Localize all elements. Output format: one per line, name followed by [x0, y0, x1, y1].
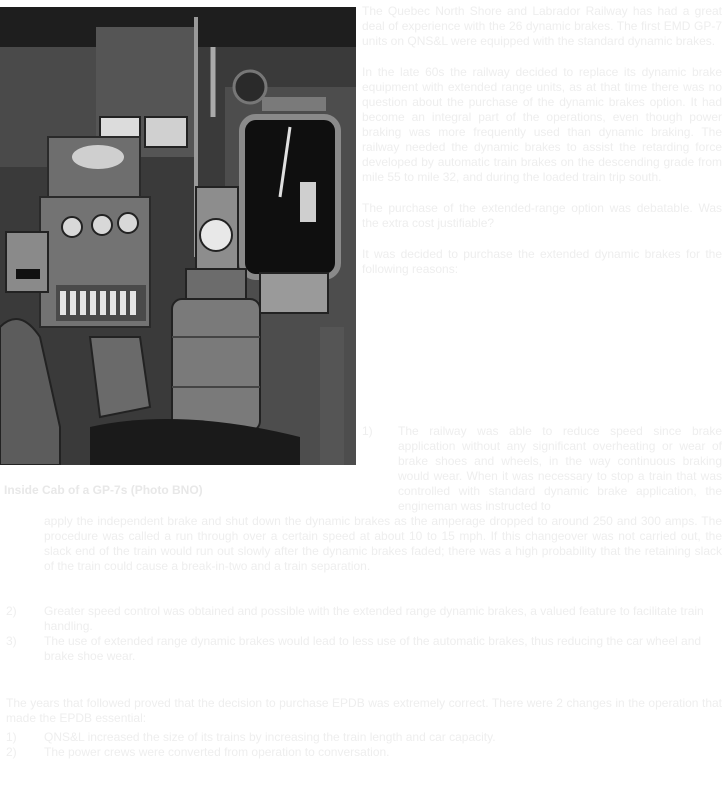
change-item-1: [6, 730, 722, 745]
item-text: The railway was able to reduce speed since brake application without any significant overheating or wear of brake shoes and wheels, in the way continuous braking would wear. When it was necessary to stop a train that was controlled with standard dynamic brake application, the engineman was instructed to: [398, 424, 722, 513]
closing-paragraph: The years that followed proved that the decision to purchase EPDB was extremely correct. There were 2 changes in the operation that made the EPDB essential:: [6, 696, 722, 725]
reason-list: [6, 604, 722, 664]
photo-caption: Inside Cab of a GP-7s (Photo BNO): [4, 483, 203, 497]
reason-item-2: [6, 604, 722, 634]
item-number: 2): [6, 745, 17, 759]
intro-paragraph: In the late 60s the railway decided to replace its dynamic brake equipment with extended range units, as at that time there was no question about the purchase of the dynamic brakes option. It had become an integral part of the operations, even though power braking was more frequently used than dynamic braking. The railway needed the dynamic brakes to assist the retarding force developed by automatic train brakes on the descending grade from mile 55 to mile 32, and during the loaded train trip south.: [362, 65, 722, 184]
change-item-2: [6, 745, 722, 760]
item-text: QNS&L increased the size of its trains by increasing the train length and car capacity.: [44, 730, 496, 744]
item-number: 1): [362, 424, 373, 438]
change-list: [6, 730, 722, 760]
reason-item-1: [362, 424, 722, 514]
reason-item-3: [6, 634, 722, 664]
item-text: Greater speed control was obtained and possible with the extended range dynamic brakes, a valued feature to facilitate train handling.: [44, 604, 704, 633]
item-number: 2): [6, 604, 17, 618]
item-number: 3): [6, 634, 17, 648]
cab-interior-image: [0, 7, 356, 465]
intro-paragraph: It was decided to purchase the extended dynamic brakes for the following reasons:: [362, 247, 722, 276]
intro-paragraph: The purchase of the extended-range option was debatable. Was the extra cost justifiable?: [362, 201, 722, 230]
cab-photo: [0, 7, 356, 465]
intro-paragraph: The Quebec North Shore and Labrador Railway has had a great deal of experience with the 26 dynamic brakes. The first EMD GP-7 units on QNS&L were equipped with the standard dynamic brakes.: [362, 4, 722, 48]
item-text: The power crews were converted from operation to conversation.: [44, 745, 390, 759]
reason-item-1-continued: apply the independent brake and shut down the dynamic brakes as the amperage dropped to around 250 and 300 amps. The procedure was called a run through over a certain speed at about 10 to 15 mph. If this changeover was not carried out, the slack end of the train would run out slowly after the dynamic brakes faded; there was a high probability that the retaining slack of the train could cause a break-in-two and a train separation.: [44, 514, 722, 573]
item-number: 1): [6, 730, 17, 744]
intro-text: [362, 4, 722, 293]
item-text: The use of extended range dynamic brakes would lead to less use of the automatic brakes, thus reducing the car wheel and brake shoe wear.: [44, 634, 702, 663]
